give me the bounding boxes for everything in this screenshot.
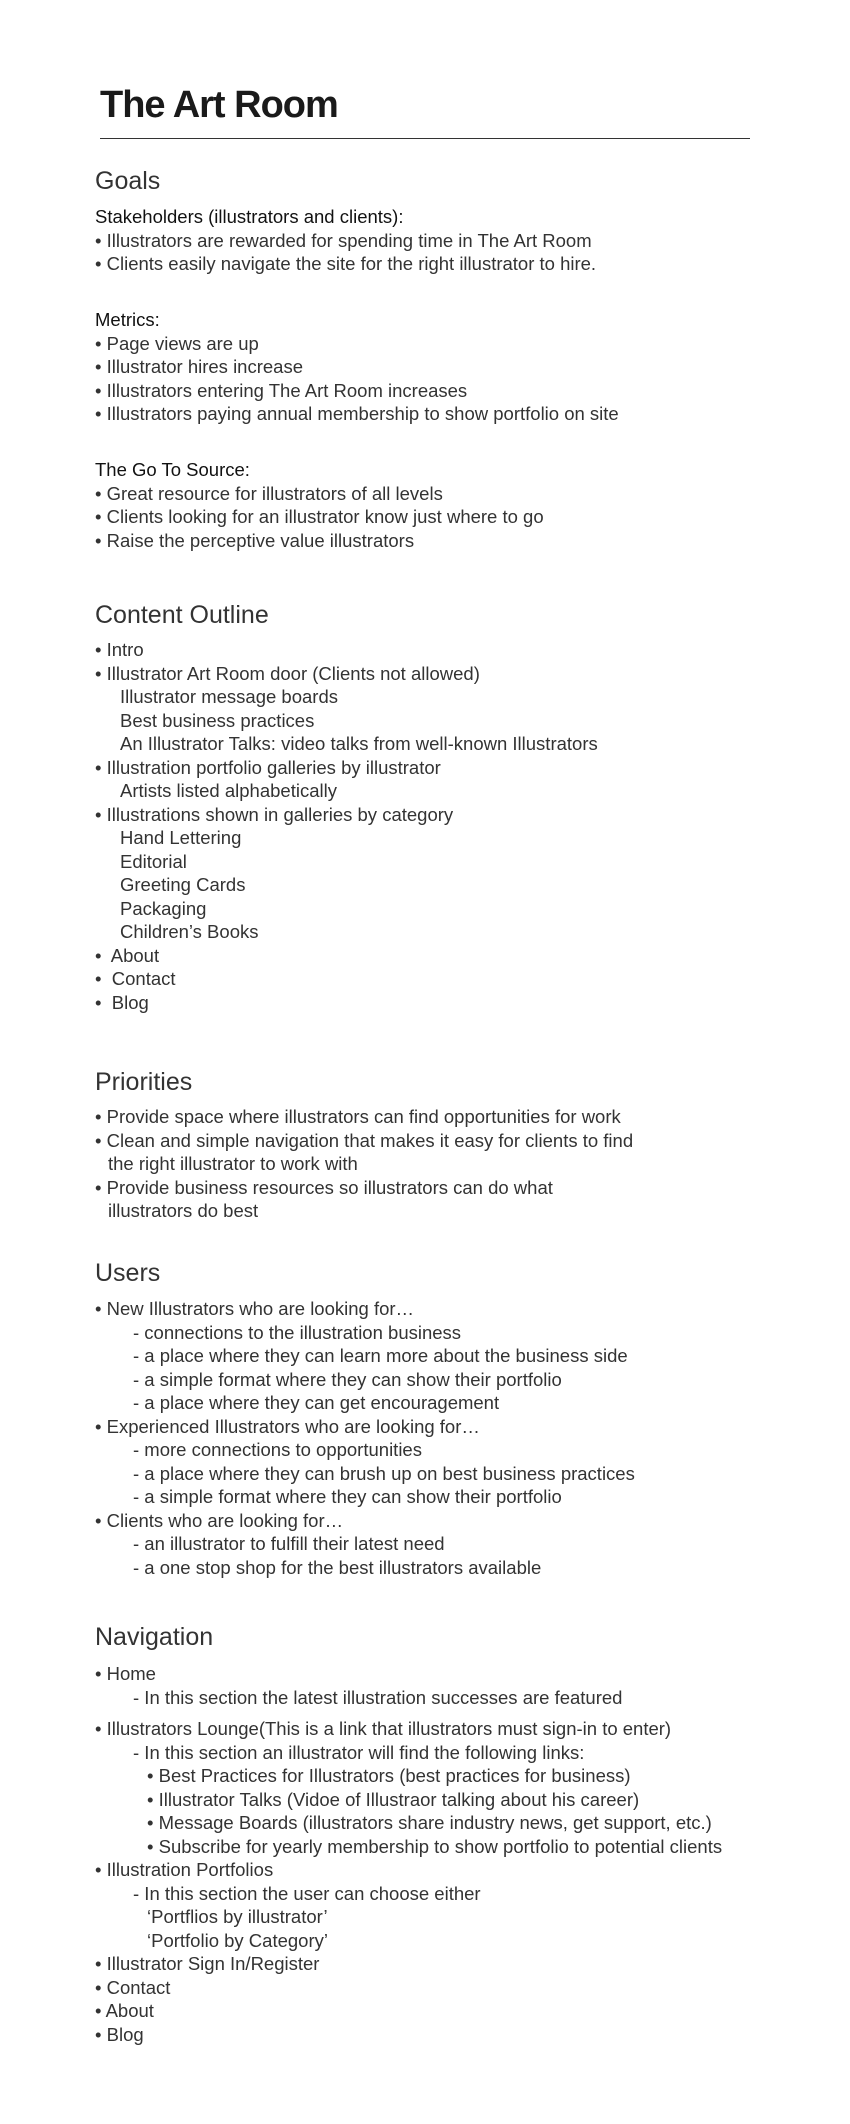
list-item: • Clients looking for an illustrator know just where to go	[95, 506, 544, 527]
list-item: Packaging	[120, 897, 207, 919]
list-item: • Home	[95, 1663, 156, 1684]
list-item: • Clients who are looking for…	[95, 1509, 344, 1531]
list-item: • New Illustrators who are looking for…	[95, 1298, 415, 1319]
title-underline	[100, 138, 750, 139]
goals-stakeholders	[95, 205, 815, 276]
list-item: - a one stop shop for the best illustrators available	[133, 1556, 542, 1578]
list-item: - In this section an illustrator will find the following links:	[133, 1741, 585, 1763]
list-item: • Contact	[95, 968, 176, 989]
list-item: • Great resource for illustrators of all levels	[95, 482, 443, 504]
list-item: • Illustrator Art Room door (Clients not allowed)	[95, 662, 480, 684]
users-heading: Users	[95, 1259, 161, 1287]
list-item: • Blog	[95, 991, 149, 1013]
navigation-home	[95, 1662, 815, 1709]
list-item: - a simple format where they can show their portfolio	[133, 1368, 562, 1390]
metrics-label: Metrics:	[95, 309, 160, 330]
list-item: • Clean and simple navigation that makes it easy for clients to find	[95, 1129, 634, 1151]
list-item: • Illustration Portfolios	[95, 1859, 274, 1880]
list-item: ‘Portflios by illustrator’	[147, 1906, 328, 1927]
list-item: ‘Portfolio by Category’	[147, 1929, 328, 1951]
list-item: • Illustrators entering The Art Room increases	[95, 379, 468, 401]
priorities-heading: Priorities	[95, 1068, 193, 1096]
list-item: • Illustrators Lounge(This is a link that illustrators must sign-in to enter)	[95, 1718, 672, 1739]
list-item: • Illustration portfolio galleries by illustrator	[95, 756, 441, 778]
source-label: The Go To Source:	[95, 459, 250, 480]
list-item: Best business practices	[120, 709, 315, 731]
list-item: • Page views are up	[95, 332, 259, 354]
list-item: - a place where they can get encouragement	[133, 1392, 500, 1413]
priorities-list	[95, 1105, 815, 1223]
list-item: • Illustrators are rewarded for spending time in The Art Room	[95, 229, 592, 251]
list-item: • Contact	[95, 1976, 171, 1998]
list-item: Artists listed alphabetically	[120, 780, 337, 801]
list-item: - more connections to opportunities	[133, 1439, 422, 1460]
list-item: • Provide business resources so illustrators can do what	[95, 1176, 553, 1198]
list-item: the right illustrator to work with	[108, 1153, 358, 1174]
list-item: • Message Boards (illustrators share industry news, get support, etc.)	[147, 1812, 712, 1833]
list-item: - an illustrator to fulfill their latest need	[133, 1533, 445, 1554]
list-item: • Experienced Illustrators who are looking for…	[95, 1415, 480, 1437]
content-outline-list	[95, 638, 815, 1014]
list-item: Hand Lettering	[120, 827, 242, 848]
list-item: • About	[95, 944, 160, 966]
list-item: • Illustrator Sign In/Register	[95, 1953, 320, 1974]
stakeholders-label: Stakeholders (illustrators and clients):	[95, 206, 404, 227]
list-item: • Clients easily navigate the site for the right illustrator to hire.	[95, 253, 597, 274]
list-item: An Illustrator Talks: video talks from well-known Illustrators	[120, 733, 598, 754]
list-item: - a simple format where they can show their portfolio	[133, 1486, 562, 1507]
list-item: • Illustrators paying annual membership to show portfolio on site	[95, 403, 619, 424]
list-item: - In this section the latest illustration successes are featured	[133, 1686, 623, 1708]
list-item: • Illustrator hires increase	[95, 356, 303, 377]
list-item: - connections to the illustration business	[133, 1321, 462, 1343]
list-item: • Provide space where illustrators can find opportunities for work	[95, 1106, 621, 1127]
navigation-list	[95, 1717, 815, 2046]
list-item: • Best Practices for Illustrators (best practices for business)	[147, 1765, 631, 1786]
list-item: • Illustrator Talks (Vidoe of Illustraor talking about his career)	[147, 1788, 640, 1810]
list-item: Editorial	[120, 850, 187, 872]
list-item: Children’s Books	[120, 921, 259, 942]
list-item: • Raise the perceptive value illustrators	[95, 529, 415, 551]
list-item: • Intro	[95, 639, 144, 660]
list-item: Greeting Cards	[120, 874, 246, 895]
list-item: - a place where they can learn more about the business side	[133, 1345, 628, 1366]
goals-heading: Goals	[95, 167, 161, 195]
goals-metrics	[95, 308, 815, 426]
list-item: • Subscribe for yearly membership to show portfolio to potential clients	[147, 1835, 723, 1857]
list-item: • Illustrations shown in galleries by category	[95, 803, 454, 825]
list-item: illustrators do best	[108, 1200, 259, 1221]
list-item: - In this section the user can choose either	[133, 1882, 481, 1904]
navigation-heading: Navigation	[95, 1623, 214, 1651]
content-outline-heading: Content Outline	[95, 601, 269, 629]
list-item: Illustrator message boards	[120, 686, 338, 707]
list-item: • About	[95, 2000, 154, 2021]
list-item: - a place where they can brush up on best business practices	[133, 1462, 635, 1484]
page-title: The Art Room	[100, 84, 338, 126]
users-list	[95, 1297, 815, 1579]
list-item: • Blog	[95, 2023, 144, 2045]
goals-source	[95, 458, 815, 552]
